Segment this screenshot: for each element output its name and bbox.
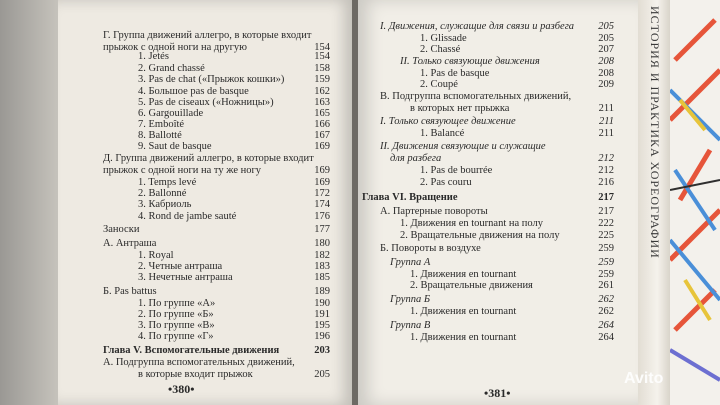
toc-page-number: 259 bbox=[598, 269, 614, 280]
toc-page-number: 203 bbox=[314, 345, 330, 356]
toc-entry: 2. Grand chassé bbox=[138, 63, 205, 74]
toc-entry: А. Антраша bbox=[103, 238, 157, 249]
toc-entry: прыжок с одной ноги на другую bbox=[103, 42, 248, 53]
previous-pages-edge bbox=[0, 0, 60, 405]
toc-entry: 5. Pas de ciseaux («Ножницы») bbox=[138, 97, 274, 108]
toc-entry: I. Только связующее движение bbox=[380, 116, 516, 127]
toc-page-number: 225 bbox=[598, 230, 614, 241]
spine-title: ИСТОРИЯ И ПРАКТИКА ХОРЕОГРАФИИ bbox=[648, 6, 662, 259]
toc-page-number: 205 bbox=[598, 33, 614, 44]
toc-entry: 3. Нечетные антраша bbox=[138, 272, 233, 283]
toc-page-number: 162 bbox=[314, 86, 330, 97]
toc-page-number: 217 bbox=[598, 192, 614, 203]
toc-entry: II. Движения связующие и служащие bbox=[380, 141, 546, 152]
toc-page-number: 154 bbox=[314, 51, 330, 62]
toc-entry: 2. Pas couru bbox=[420, 177, 472, 188]
toc-entry: 3. По группе «В» bbox=[138, 320, 215, 331]
toc-page-number: 208 bbox=[598, 56, 614, 67]
toc-page-number: 190 bbox=[314, 298, 330, 309]
toc-entry: II. Только связующие движения bbox=[400, 56, 540, 67]
toc-entry: Глава VI. Вращение bbox=[362, 192, 458, 203]
toc-entry: 1. Движения en tournant bbox=[410, 269, 517, 280]
toc-entry: Группа Б bbox=[390, 294, 431, 305]
toc-entry: В. Подгруппа вспомогательных движений, bbox=[380, 91, 572, 102]
toc-entry: 2. По группе «Б» bbox=[138, 309, 214, 320]
toc-entry: 1. Движения en tournant на полу bbox=[400, 218, 543, 229]
left-page-number: •380• bbox=[168, 382, 195, 396]
toc-entry: 1. Jetés bbox=[138, 51, 169, 62]
toc-entry: 3. Кабриоль bbox=[138, 199, 192, 210]
toc-entry: 6. Gargouillade bbox=[138, 108, 204, 119]
toc-entry: 4. Большое pas de basque bbox=[138, 86, 249, 97]
toc-page-number: 205 bbox=[598, 21, 614, 32]
toc-page-number: 159 bbox=[314, 74, 330, 85]
toc-page-number: 212 bbox=[598, 153, 614, 164]
toc-page-number: 264 bbox=[598, 332, 614, 343]
toc-entry: 2. Coupé bbox=[420, 79, 458, 90]
toc-entry: 7. Emboîté bbox=[138, 119, 185, 130]
toc-entry: 1. По группе «А» bbox=[138, 298, 216, 309]
toc-page-number: 222 bbox=[598, 218, 614, 229]
toc-page-number: 183 bbox=[314, 261, 330, 272]
toc-entry: 2. Вращательные движения на полу bbox=[400, 230, 560, 241]
toc-page-number: 216 bbox=[598, 177, 614, 188]
toc-page-number: 211 bbox=[598, 128, 614, 139]
toc-page-number: 262 bbox=[598, 294, 614, 305]
toc-page-number: 259 bbox=[598, 257, 614, 268]
toc-page-number: 165 bbox=[314, 108, 330, 119]
toc-entry: Б. Повороты в воздухе bbox=[380, 243, 481, 254]
toc-entry: 2. Chassé bbox=[420, 44, 461, 55]
toc-entry: Г. Группа движений аллегро, в которые входит bbox=[103, 30, 312, 41]
toc-entry: для разбега bbox=[390, 153, 442, 164]
toc-page-number: 169 bbox=[314, 165, 330, 176]
toc-page-number: 195 bbox=[314, 320, 330, 331]
toc-page-number: 261 bbox=[598, 280, 614, 291]
toc-entry: 1. Royal bbox=[138, 250, 174, 261]
toc-page-number: 196 bbox=[314, 331, 330, 342]
toc-page-number: 182 bbox=[314, 250, 330, 261]
toc-entry: 1. Движения en tournant bbox=[410, 332, 517, 343]
toc-page-number: 172 bbox=[314, 188, 330, 199]
toc-entry: 4. Rond de jambe sauté bbox=[138, 211, 237, 222]
toc-entry: 2. Ballonné bbox=[138, 188, 187, 199]
toc-page-number: 211 bbox=[598, 103, 614, 114]
toc-page-number: 189 bbox=[314, 286, 330, 297]
right-page bbox=[356, 0, 638, 405]
toc-entry: Группа А bbox=[390, 257, 431, 268]
toc-page-number: 167 bbox=[314, 130, 330, 141]
toc-page-number: 212 bbox=[598, 165, 614, 176]
toc-page-number: 154 bbox=[314, 42, 330, 53]
toc-entry: 3. Pas de chat («Прыжок кошки») bbox=[138, 74, 285, 85]
toc-entry: А. Подгруппа вспомогательных движений, bbox=[103, 357, 295, 368]
toc-page-number: 211 bbox=[599, 116, 614, 127]
toc-page-number: 207 bbox=[598, 44, 614, 55]
toc-page-number: 180 bbox=[314, 238, 330, 249]
toc-page-number: 163 bbox=[314, 97, 330, 108]
toc-page-number: 169 bbox=[314, 141, 330, 152]
toc-entry: 4. По группе «Г» bbox=[138, 331, 214, 342]
toc-entry: 8. Ballotté bbox=[138, 130, 182, 141]
toc-page-number: 217 bbox=[598, 206, 614, 217]
cover-artwork bbox=[670, 0, 720, 405]
toc-entry: 2. Четные антраша bbox=[138, 261, 223, 272]
toc-page-number: 205 bbox=[314, 369, 330, 380]
toc-page-number: 191 bbox=[314, 309, 330, 320]
toc-page-number: 264 bbox=[598, 320, 614, 331]
watermark: Avito bbox=[624, 370, 664, 387]
left-page bbox=[58, 0, 354, 405]
toc-page-number: 166 bbox=[314, 119, 330, 130]
toc-page-number: 185 bbox=[314, 272, 330, 283]
toc-entry: 9. Saut de basque bbox=[138, 141, 212, 152]
toc-page-number: 177 bbox=[314, 224, 330, 235]
toc-entry: прыжок с одной ноги на ту же ногу bbox=[103, 165, 262, 176]
toc-entry: Группа В bbox=[390, 320, 431, 331]
toc-entry: Д. Группа движений аллегро, в которые входит bbox=[103, 153, 314, 164]
right-page-number: •381• bbox=[484, 386, 511, 400]
toc-page-number: 259 bbox=[598, 243, 614, 254]
toc-entry: А. Партерные повороты bbox=[380, 206, 488, 217]
toc-entry: 1. Temps levé bbox=[138, 177, 197, 188]
toc-page-number: 174 bbox=[314, 199, 330, 210]
toc-page-number: 169 bbox=[314, 177, 330, 188]
book-gutter bbox=[352, 0, 358, 405]
toc-entry: 1. Движения en tournant bbox=[410, 306, 517, 317]
toc-entry: 1. Glissade bbox=[420, 33, 467, 44]
toc-page-number: 262 bbox=[598, 306, 614, 317]
toc-entry: Заноски bbox=[103, 224, 140, 235]
toc-entry: 2. Вращательные движения bbox=[410, 280, 533, 291]
toc-entry: 1. Balancé bbox=[420, 128, 465, 139]
cover-art-icon bbox=[670, 0, 720, 405]
toc-page-number: 158 bbox=[314, 63, 330, 74]
toc-entry: Глава V. Вспомогательные движения bbox=[103, 345, 280, 356]
toc-entry: I. Движения, служащие для связи и разбега bbox=[380, 21, 575, 32]
toc-entry: 1. Pas de bourrée bbox=[420, 165, 493, 176]
toc-entry: в которые входит прыжок bbox=[138, 369, 253, 380]
toc-page-number: 208 bbox=[598, 68, 614, 79]
toc-entry: Б. Pas battus bbox=[103, 286, 157, 297]
toc-page-number: 176 bbox=[314, 211, 330, 222]
toc-page-number: 209 bbox=[598, 79, 614, 90]
toc-entry: в которых нет прыжка bbox=[410, 103, 510, 114]
toc-entry: 1. Pas de basque bbox=[420, 68, 490, 79]
